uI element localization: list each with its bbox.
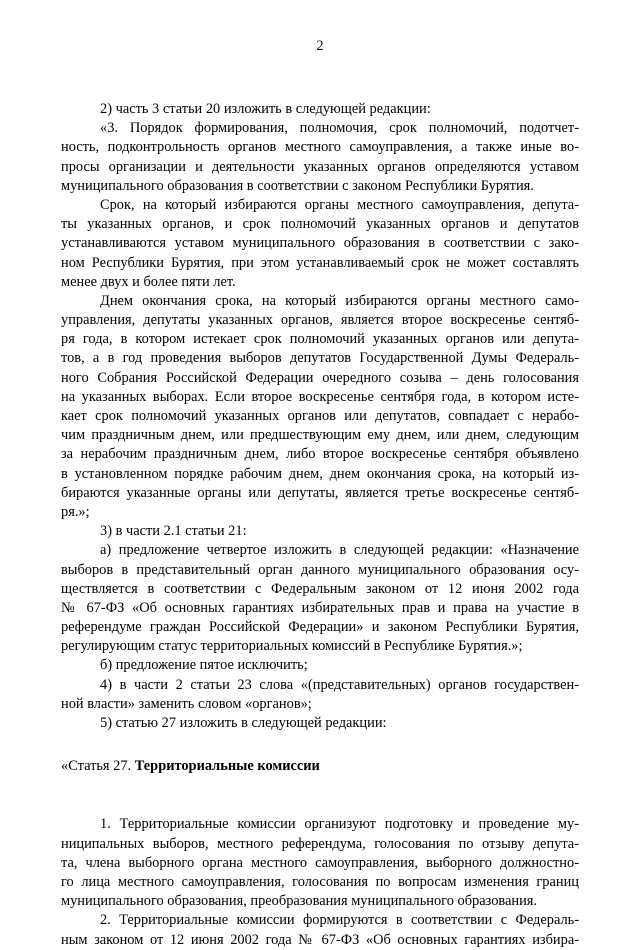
text-line: менее двух и более пяти лет. <box>61 273 236 290</box>
spacer <box>61 800 579 815</box>
text-line: та, члена выборного органа местного самоуправления, выборного должностно- <box>61 854 579 871</box>
text-line: ря года, в котором истекает срок полномочий указанных органов или депута- <box>61 331 579 348</box>
text-line: 2. Территориальные комиссии формируются в соответствии с Федераль- <box>100 912 579 929</box>
text-line: № 67-ФЗ «Об основных гарантиях избирательных прав и права на участие в <box>61 599 579 616</box>
text-line: «3. Порядок формирования, полномочия, срок полномочий, подотчет- <box>100 120 579 137</box>
text-line: устанавливаются уставом муниципального образования в соответствии с зако- <box>61 235 579 252</box>
text-line: ном Республики Бурятия, при этом устанавливаемый срок не может составлять <box>61 254 579 271</box>
text-line: 3) в части 2.1 статьи 21: <box>100 523 247 540</box>
text-line: ной власти» заменить словом «органов»; <box>61 695 312 712</box>
article-heading <box>61 757 579 776</box>
text-line: в установленном порядке рабочим днем, днем окончания срока, на который из- <box>61 465 579 482</box>
text-line: муниципального образования, преобразования муниципального образования. <box>61 893 538 910</box>
text-line: бираются указанные органы или депутаты, является третье воскресенье сентяб- <box>61 484 579 501</box>
text-line: ниципальных выборов, местного референдума, голосования по отзыву депута- <box>61 835 579 852</box>
spacer <box>61 776 579 800</box>
text-line: ность, подконтрольность органов местного самоуправления, а также иные во- <box>61 139 579 156</box>
text-line: муниципального образования в соответствии с законом Республики Бурятия. <box>61 177 534 194</box>
text-line: 1. Территориальные комиссии организуют подготовку и проведение му- <box>100 816 579 833</box>
text-line: а) предложение четвертое изложить в следующей редакции: «Назначение <box>100 542 579 559</box>
spacer <box>61 733 579 757</box>
text-line: выборов в представительный орган данного муниципального образования осу- <box>61 561 579 578</box>
article-heading-prefix: «Статья 27. <box>61 758 132 775</box>
text-line: 2) часть 3 статьи 20 изложить в следующей редакции: <box>100 101 431 117</box>
text-line: референдуме граждан Российской Федерации» и законом Республики Бурятия, <box>61 619 579 636</box>
page-number: 2 <box>316 38 324 54</box>
text-line: кает срок полномочий указанных органов или депутатов, совпадает с нерабо- <box>61 408 579 424</box>
text-line: на указанных выборах. Если второе воскресенье сентября года, в котором исте- <box>61 388 579 405</box>
text-line: ного Собрания Российской Федерации очередного созыва – день голосования <box>61 369 579 386</box>
text-line: ным законом от 12 июня 2002 года № 67-ФЗ «Об основных гарантиях избира- <box>61 931 579 948</box>
article-heading-title: Территориальные комиссии <box>134 758 320 775</box>
text-line: ществляется в соответствии с Федеральным законом от 12 июня 2002 года <box>61 580 579 597</box>
document-body <box>61 100 579 950</box>
text-line: управления, депутаты указанных органов, является второе воскресенье сентяб- <box>61 312 579 329</box>
text-line: б) предложение пятое исключить; <box>100 657 308 674</box>
text-line: 4) в части 2 статьи 23 слова «(представительных) органов государствен- <box>100 676 579 693</box>
text-line: тов, а в год проведения выборов депутатов Государственной Думы Федераль- <box>61 350 579 367</box>
text-line: ря.»; <box>61 503 90 520</box>
text-line: просы организации и деятельности указанных органов определяются уставом <box>61 158 579 175</box>
text-line: чим праздничным днем, или предшествующим ему днем, или днем, следующим <box>61 427 579 444</box>
text-line: Днем окончания срока, на который избираются органы местного само- <box>100 292 579 309</box>
text-line: 5) статью 27 изложить в следующей редакции: <box>100 715 387 731</box>
text-line: го лица местного самоуправления, голосования по вопросам изменения границ <box>61 873 579 890</box>
text-line: за нерабочим праздничным днем, либо второе воскресенье сентября объявлено <box>61 446 579 463</box>
text-line: Срок, на который избираются органы местного самоуправления, депута- <box>100 196 579 213</box>
text-line: ты указанных органов, и срок полномочий указанных органов и депутатов <box>61 216 579 233</box>
text-line: регулирующим статус территориальных комиссий в Республике Бурятия.»; <box>61 638 523 655</box>
